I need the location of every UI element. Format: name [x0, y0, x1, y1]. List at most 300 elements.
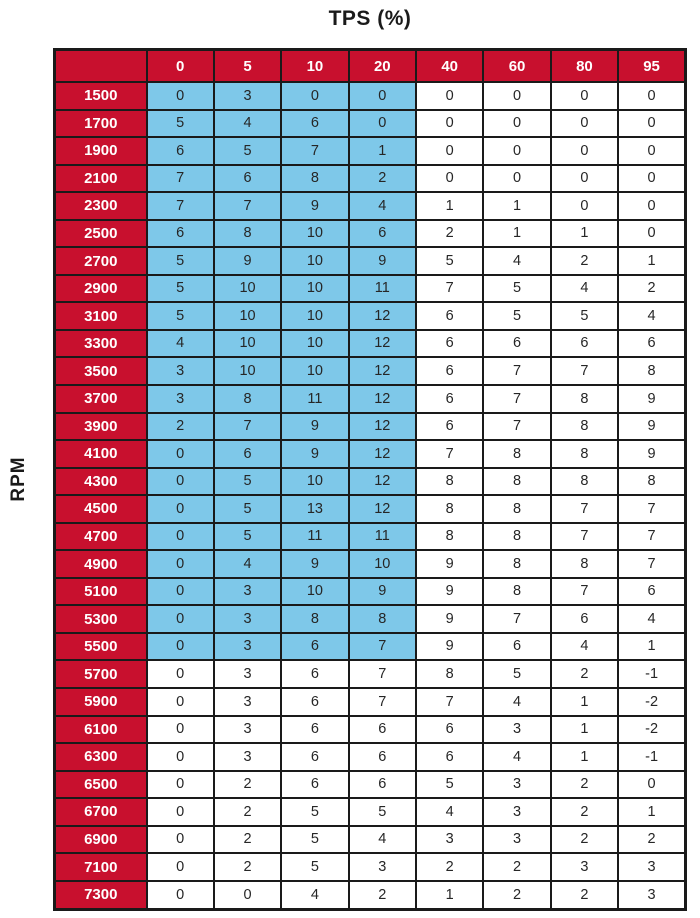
value-cell: 0: [281, 82, 348, 110]
value-cell: 0: [618, 137, 685, 165]
table-row: [55, 330, 686, 358]
value-cell: 1: [483, 192, 550, 220]
value-cell: 8: [349, 605, 416, 633]
value-cell: 12: [349, 440, 416, 468]
value-cell: 8: [483, 578, 550, 606]
value-cell: 7: [147, 192, 214, 220]
table-row: [55, 550, 686, 578]
value-cell: 3: [551, 853, 618, 881]
value-cell: 1: [551, 688, 618, 716]
value-cell: 12: [349, 385, 416, 413]
value-cell: 7: [551, 357, 618, 385]
value-cell: 7: [618, 523, 685, 551]
rpm-row-header: 2900: [55, 275, 147, 303]
value-cell: 8: [281, 605, 348, 633]
value-cell: 0: [483, 137, 550, 165]
value-cell: 8: [483, 440, 550, 468]
rpm-row-header: 1700: [55, 110, 147, 138]
value-cell: 11: [281, 523, 348, 551]
value-cell: 3: [349, 853, 416, 881]
value-cell: 6: [483, 633, 550, 661]
value-cell: 9: [281, 413, 348, 441]
value-cell: 6: [416, 413, 483, 441]
value-cell: 9: [416, 605, 483, 633]
value-cell: 5: [483, 660, 550, 688]
value-cell: 4: [416, 798, 483, 826]
value-cell: 6: [281, 660, 348, 688]
value-cell: 6: [281, 110, 348, 138]
value-cell: -2: [618, 716, 685, 744]
rpm-row-header: 7100: [55, 853, 147, 881]
tps-column-header: 60: [483, 50, 550, 83]
value-cell: 7: [483, 605, 550, 633]
value-cell: 8: [483, 468, 550, 496]
value-cell: 7: [483, 385, 550, 413]
value-cell: 0: [214, 881, 281, 910]
value-cell: 8: [551, 550, 618, 578]
rpm-row-header: 1900: [55, 137, 147, 165]
rpm-row-header: 6700: [55, 798, 147, 826]
value-cell: 2: [416, 853, 483, 881]
value-cell: 1: [416, 192, 483, 220]
value-cell: 3: [483, 798, 550, 826]
value-cell: 0: [618, 110, 685, 138]
table-row: [55, 385, 686, 413]
table-row: [55, 468, 686, 496]
rpm-row-header: 4700: [55, 523, 147, 551]
value-cell: 11: [349, 275, 416, 303]
table-body: [55, 82, 686, 910]
tps-column-header: 0: [147, 50, 214, 83]
tps-rpm-map-table: [53, 48, 687, 911]
value-cell: 10: [281, 275, 348, 303]
value-cell: 12: [349, 357, 416, 385]
value-cell: 3: [147, 357, 214, 385]
value-cell: 7: [349, 660, 416, 688]
value-cell: 10: [281, 357, 348, 385]
value-cell: 3: [483, 826, 550, 854]
value-cell: 0: [551, 110, 618, 138]
value-cell: 0: [416, 82, 483, 110]
value-cell: 10: [214, 330, 281, 358]
value-cell: 10: [349, 550, 416, 578]
value-cell: 7: [483, 357, 550, 385]
value-cell: 11: [349, 523, 416, 551]
rpm-row-header: 1500: [55, 82, 147, 110]
value-cell: 10: [281, 247, 348, 275]
value-cell: 5: [214, 137, 281, 165]
value-cell: 0: [147, 881, 214, 910]
value-cell: 9: [416, 633, 483, 661]
value-cell: 0: [147, 468, 214, 496]
value-cell: 9: [416, 550, 483, 578]
rpm-row-header: 5100: [55, 578, 147, 606]
value-cell: 5: [281, 826, 348, 854]
value-cell: 2: [416, 220, 483, 248]
value-cell: 3: [214, 578, 281, 606]
tps-column-header: 80: [551, 50, 618, 83]
value-cell: 1: [483, 220, 550, 248]
rpm-row-header: 6100: [55, 716, 147, 744]
value-cell: 3: [214, 633, 281, 661]
value-cell: 8: [416, 468, 483, 496]
value-cell: 2: [349, 165, 416, 193]
value-cell: 0: [483, 165, 550, 193]
value-cell: 7: [416, 275, 483, 303]
value-cell: 2: [551, 881, 618, 910]
value-cell: 10: [214, 275, 281, 303]
value-cell: 12: [349, 302, 416, 330]
value-cell: 7: [416, 688, 483, 716]
value-cell: 0: [147, 688, 214, 716]
value-cell: 2: [349, 881, 416, 910]
table-row: [55, 578, 686, 606]
value-cell: 6: [281, 716, 348, 744]
value-cell: 6: [483, 330, 550, 358]
value-cell: 0: [147, 853, 214, 881]
value-cell: -2: [618, 688, 685, 716]
value-cell: 2: [214, 853, 281, 881]
value-cell: 5: [483, 275, 550, 303]
table-row: [55, 881, 686, 910]
value-cell: 6: [349, 771, 416, 799]
value-cell: 0: [147, 550, 214, 578]
value-cell: 0: [551, 82, 618, 110]
value-cell: 3: [214, 743, 281, 771]
table-row: [55, 660, 686, 688]
value-cell: 2: [551, 660, 618, 688]
table-row: [55, 413, 686, 441]
value-cell: 0: [147, 440, 214, 468]
value-cell: 5: [281, 853, 348, 881]
value-cell: 1: [551, 220, 618, 248]
value-cell: 6: [349, 716, 416, 744]
rpm-row-header: 6500: [55, 771, 147, 799]
rpm-row-header: 5700: [55, 660, 147, 688]
tps-column-header: 5: [214, 50, 281, 83]
value-cell: 6: [416, 385, 483, 413]
rpm-row-header: 4100: [55, 440, 147, 468]
value-cell: 3: [214, 605, 281, 633]
value-cell: 0: [147, 605, 214, 633]
value-cell: 4: [349, 192, 416, 220]
value-cell: 2: [214, 826, 281, 854]
value-cell: 0: [147, 633, 214, 661]
value-cell: 2: [214, 771, 281, 799]
value-cell: 3: [214, 82, 281, 110]
value-cell: 8: [551, 440, 618, 468]
value-cell: 11: [281, 385, 348, 413]
table-row: [55, 247, 686, 275]
tps-column-header: 10: [281, 50, 348, 83]
table-row: [55, 743, 686, 771]
table-row: [55, 771, 686, 799]
value-cell: 0: [349, 82, 416, 110]
value-cell: 10: [281, 330, 348, 358]
rpm-row-header: 4300: [55, 468, 147, 496]
value-cell: 0: [147, 771, 214, 799]
table-row: [55, 798, 686, 826]
value-cell: 0: [147, 82, 214, 110]
table-row: [55, 853, 686, 881]
value-cell: 8: [416, 495, 483, 523]
value-cell: 6: [416, 302, 483, 330]
value-cell: 5: [416, 247, 483, 275]
table-row: [55, 688, 686, 716]
table-row: [55, 716, 686, 744]
tps-column-header: 95: [618, 50, 685, 83]
value-cell: 9: [416, 578, 483, 606]
value-cell: 4: [147, 330, 214, 358]
tps-column-header: 20: [349, 50, 416, 83]
value-cell: 2: [483, 881, 550, 910]
value-cell: 12: [349, 330, 416, 358]
value-cell: 6: [349, 220, 416, 248]
table-row: [55, 357, 686, 385]
table-row: [55, 110, 686, 138]
value-cell: 10: [281, 220, 348, 248]
value-cell: 5: [214, 468, 281, 496]
value-cell: 0: [551, 192, 618, 220]
value-cell: 9: [281, 192, 348, 220]
value-cell: 3: [483, 771, 550, 799]
value-cell: 3: [618, 853, 685, 881]
value-cell: 8: [618, 357, 685, 385]
value-cell: 5: [214, 523, 281, 551]
table-row: [55, 605, 686, 633]
value-cell: 8: [551, 385, 618, 413]
value-cell: 2: [551, 826, 618, 854]
value-cell: 5: [147, 302, 214, 330]
rpm-row-header: 7300: [55, 881, 147, 910]
value-cell: 5: [281, 798, 348, 826]
value-cell: 0: [551, 137, 618, 165]
value-cell: 5: [147, 275, 214, 303]
rpm-row-header: 2700: [55, 247, 147, 275]
rpm-row-header: 3700: [55, 385, 147, 413]
value-cell: 0: [147, 826, 214, 854]
value-cell: 6: [147, 137, 214, 165]
table-row: [55, 275, 686, 303]
value-cell: 5: [551, 302, 618, 330]
value-cell: 8: [483, 495, 550, 523]
value-cell: 6: [214, 165, 281, 193]
rpm-row-header: 3900: [55, 413, 147, 441]
value-cell: 7: [551, 495, 618, 523]
value-cell: -1: [618, 743, 685, 771]
value-cell: 9: [214, 247, 281, 275]
value-cell: 7: [147, 165, 214, 193]
value-cell: 6: [281, 688, 348, 716]
value-cell: 0: [349, 110, 416, 138]
value-cell: 8: [551, 413, 618, 441]
value-cell: 3: [618, 881, 685, 910]
value-cell: 9: [618, 385, 685, 413]
value-cell: 6: [416, 330, 483, 358]
value-cell: 0: [147, 523, 214, 551]
table-header-row: [55, 50, 686, 83]
value-cell: 1: [416, 881, 483, 910]
tps-column-header: 40: [416, 50, 483, 83]
value-cell: 0: [618, 82, 685, 110]
value-cell: 8: [618, 468, 685, 496]
value-cell: 1: [618, 247, 685, 275]
corner-cell: [55, 50, 147, 83]
table-row: [55, 826, 686, 854]
value-cell: 4: [618, 605, 685, 633]
value-cell: 10: [214, 302, 281, 330]
value-cell: 0: [416, 165, 483, 193]
value-cell: 6: [281, 771, 348, 799]
value-cell: 12: [349, 495, 416, 523]
value-cell: 5: [214, 495, 281, 523]
table-row: [55, 495, 686, 523]
value-cell: 0: [147, 578, 214, 606]
value-cell: 9: [281, 550, 348, 578]
rpm-row-header: 6300: [55, 743, 147, 771]
value-cell: 4: [214, 550, 281, 578]
value-cell: 10: [281, 578, 348, 606]
value-cell: 8: [416, 660, 483, 688]
value-cell: 0: [147, 743, 214, 771]
value-cell: 3: [214, 716, 281, 744]
value-cell: 5: [147, 110, 214, 138]
value-cell: 5: [416, 771, 483, 799]
value-cell: 3: [483, 716, 550, 744]
rpm-row-header: 3100: [55, 302, 147, 330]
value-cell: 4: [551, 633, 618, 661]
value-cell: 10: [281, 302, 348, 330]
value-cell: 0: [483, 110, 550, 138]
value-cell: 8: [214, 220, 281, 248]
rpm-row-header: 2500: [55, 220, 147, 248]
header-row: [55, 50, 686, 83]
rpm-row-header: 6900: [55, 826, 147, 854]
table-row: [55, 165, 686, 193]
value-cell: 5: [349, 798, 416, 826]
value-cell: 6: [618, 578, 685, 606]
value-cell: 2: [483, 853, 550, 881]
value-cell: 9: [349, 578, 416, 606]
value-cell: 6: [551, 330, 618, 358]
value-cell: 3: [147, 385, 214, 413]
value-cell: 5: [483, 302, 550, 330]
table-row: [55, 82, 686, 110]
value-cell: 0: [618, 771, 685, 799]
value-cell: 4: [551, 275, 618, 303]
value-cell: 1: [618, 798, 685, 826]
table-title: TPS (%): [328, 7, 412, 30]
rpm-row-header: 2100: [55, 165, 147, 193]
value-cell: 2: [214, 798, 281, 826]
value-cell: 1: [551, 716, 618, 744]
value-cell: 0: [551, 165, 618, 193]
rpm-row-header: 2300: [55, 192, 147, 220]
table-row: [55, 633, 686, 661]
value-cell: 6: [214, 440, 281, 468]
value-cell: 2: [618, 275, 685, 303]
value-cell: 0: [147, 798, 214, 826]
table-row: [55, 220, 686, 248]
value-cell: 6: [618, 330, 685, 358]
value-cell: 12: [349, 413, 416, 441]
value-cell: 3: [416, 826, 483, 854]
value-cell: 6: [281, 633, 348, 661]
value-cell: 0: [618, 220, 685, 248]
value-cell: 0: [416, 110, 483, 138]
value-cell: 0: [147, 716, 214, 744]
rpm-row-header: 4900: [55, 550, 147, 578]
value-cell: 7: [281, 137, 348, 165]
value-cell: 2: [551, 798, 618, 826]
value-cell: 4: [214, 110, 281, 138]
rpm-row-header: 5300: [55, 605, 147, 633]
value-cell: 6: [349, 743, 416, 771]
rpm-row-header: 5900: [55, 688, 147, 716]
value-cell: 8: [483, 550, 550, 578]
value-cell: 10: [281, 468, 348, 496]
table-row: [55, 137, 686, 165]
value-cell: 6: [416, 357, 483, 385]
value-cell: 0: [618, 165, 685, 193]
table-row: [55, 192, 686, 220]
value-cell: 12: [349, 468, 416, 496]
value-cell: 7: [214, 192, 281, 220]
rpm-row-header: 5500: [55, 633, 147, 661]
value-cell: 7: [483, 413, 550, 441]
value-cell: 9: [281, 440, 348, 468]
value-cell: 2: [551, 247, 618, 275]
value-cell: 4: [281, 881, 348, 910]
value-cell: 0: [147, 495, 214, 523]
value-cell: 4: [618, 302, 685, 330]
value-cell: 0: [147, 660, 214, 688]
value-cell: 6: [147, 220, 214, 248]
value-cell: 8: [483, 523, 550, 551]
value-cell: 0: [618, 192, 685, 220]
value-cell: 0: [416, 137, 483, 165]
value-cell: 9: [618, 413, 685, 441]
value-cell: 0: [483, 82, 550, 110]
value-cell: 8: [416, 523, 483, 551]
value-cell: 2: [147, 413, 214, 441]
value-cell: 7: [618, 550, 685, 578]
value-cell: 1: [551, 743, 618, 771]
value-cell: 4: [349, 826, 416, 854]
value-cell: 2: [618, 826, 685, 854]
value-cell: 1: [349, 137, 416, 165]
rpm-row-header: 3300: [55, 330, 147, 358]
value-cell: 7: [349, 688, 416, 716]
value-cell: 9: [618, 440, 685, 468]
value-cell: 7: [214, 413, 281, 441]
table-row: [55, 523, 686, 551]
value-cell: 3: [214, 660, 281, 688]
value-cell: 7: [349, 633, 416, 661]
value-cell: 3: [214, 688, 281, 716]
value-cell: 8: [281, 165, 348, 193]
value-cell: 5: [147, 247, 214, 275]
value-cell: 2: [551, 771, 618, 799]
value-cell: 7: [416, 440, 483, 468]
table-row: [55, 440, 686, 468]
rpm-row-header: 4500: [55, 495, 147, 523]
value-cell: 7: [551, 523, 618, 551]
value-cell: 1: [618, 633, 685, 661]
value-cell: 6: [416, 743, 483, 771]
value-cell: 8: [551, 468, 618, 496]
value-cell: 10: [214, 357, 281, 385]
